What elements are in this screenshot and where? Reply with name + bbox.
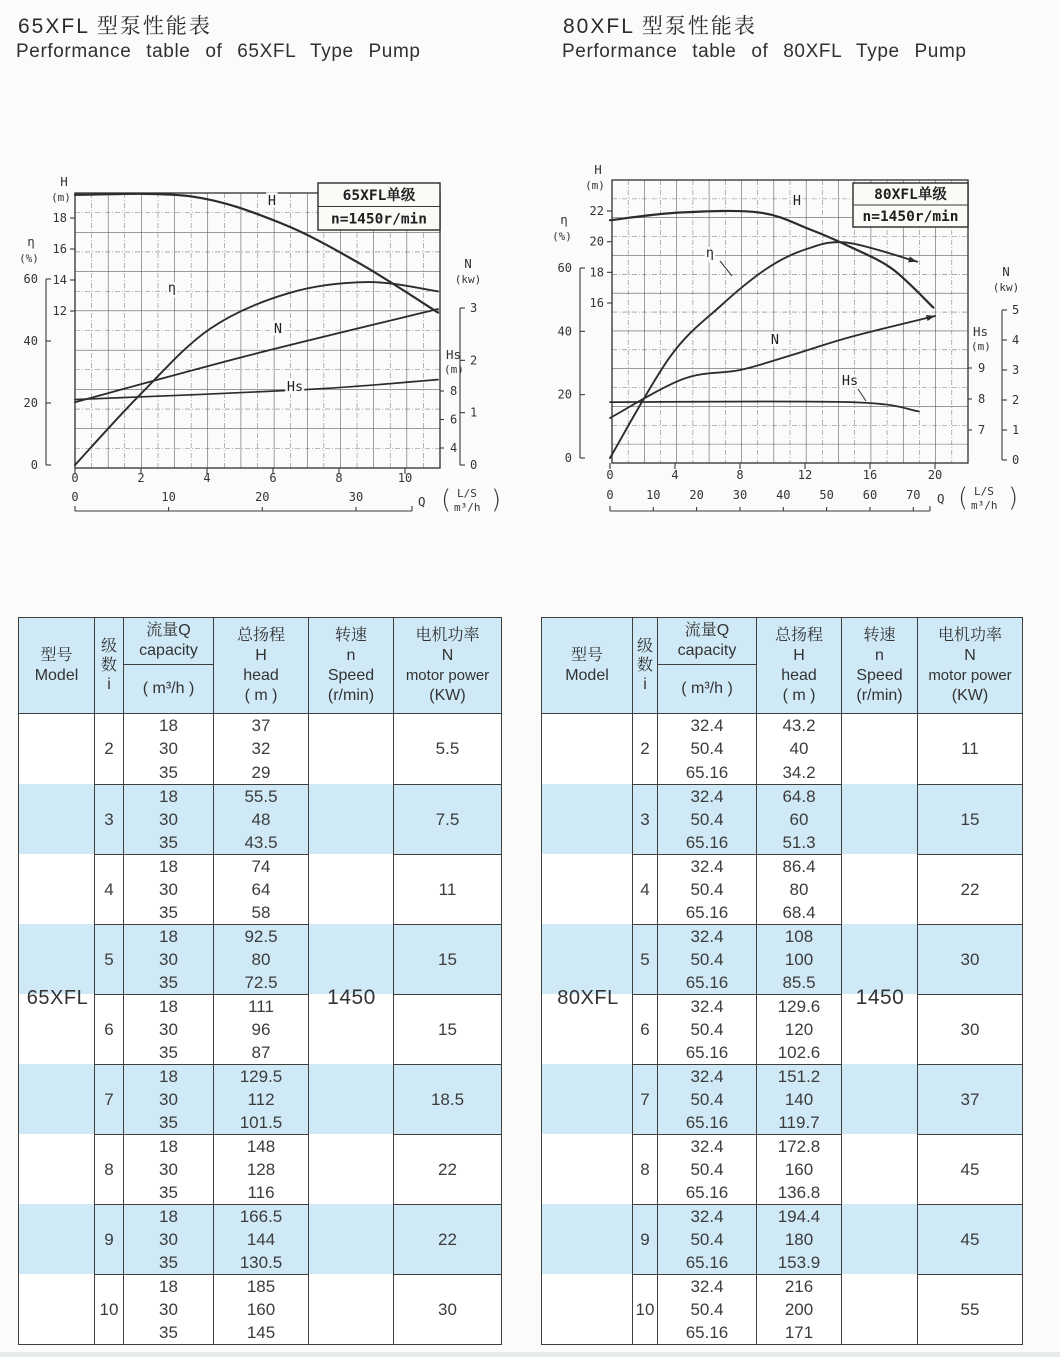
head-cell: 37 32 29: [213, 714, 308, 784]
table-header: [542, 618, 1022, 714]
section-title-en-80xfl: Performance table of 80XFL Type Pump: [562, 41, 967, 62]
model-span-cell: [542, 784, 632, 854]
header-power-en: motor power: [405, 666, 490, 684]
svg-text:Hs: Hs: [286, 379, 304, 395]
svg-text:30: 30: [348, 490, 364, 504]
speed-span-cell: [841, 1204, 917, 1274]
header-head-zh: 总扬程: [236, 626, 285, 644]
svg-text:N: N: [464, 256, 472, 271]
capacity-cell: 18 30 35: [123, 1274, 213, 1344]
model-cell: 80XFL: [557, 986, 619, 1009]
table-row-group: [542, 1064, 1022, 1134]
header-speed-en: Speed: [327, 666, 375, 684]
svg-text:3: 3: [1012, 363, 1020, 377]
svg-text:65XFL单级: 65XFL单级: [342, 187, 416, 204]
speed-span-cell: [308, 714, 393, 784]
svg-text:0: 0: [470, 458, 478, 472]
svg-text:10: 10: [646, 488, 661, 502]
performance-table-65xfl: [18, 617, 502, 1345]
header-capacity-zh: 流量Q: [684, 622, 730, 639]
svg-text:n=1450r/min: n=1450r/min: [330, 211, 428, 228]
chart-grid: [75, 193, 440, 468]
svg-text:η: η: [167, 280, 177, 296]
table-row-group: [542, 924, 1022, 994]
svg-text:1: 1: [1012, 423, 1020, 437]
speed-span-cell: [841, 994, 917, 1064]
stage-cell: 10: [632, 1274, 657, 1344]
model-span-cell: [542, 714, 632, 784]
head-cell: 216 200 171: [756, 1274, 841, 1344]
head-cell: 111 96 87: [213, 994, 308, 1064]
power-cell: 7.5: [393, 784, 501, 854]
speed-span-cell: [308, 784, 393, 854]
model-span-cell: [542, 994, 632, 1064]
speed-span-cell: [308, 1204, 393, 1274]
header-power-unit: (KW): [951, 686, 989, 704]
stage-cell: 2: [632, 714, 657, 784]
table-row-group: [542, 1274, 1022, 1344]
section-title-zh-80xfl: 80XFL 型泵性能表: [563, 15, 757, 38]
head-cell: 129.5 112 101.5: [213, 1064, 308, 1134]
head-cell: 43.2 40 34.2: [756, 714, 841, 784]
svg-text:L/S: L/S: [457, 487, 477, 500]
chart-root: [19, 174, 501, 515]
power-cell: 15: [393, 924, 501, 994]
svg-text:8: 8: [335, 471, 343, 485]
svg-text:0: 0: [30, 458, 38, 472]
svg-text:H: H: [60, 174, 68, 189]
svg-text:N: N: [273, 321, 283, 337]
svg-text:(%): (%): [552, 230, 572, 243]
svg-text:10: 10: [397, 471, 413, 485]
header-speed-en: Speed: [856, 666, 903, 684]
table-row-group: [542, 784, 1022, 854]
table-row-group: [19, 1134, 501, 1204]
svg-text:8: 8: [450, 384, 458, 398]
power-cell: 15: [917, 784, 1022, 854]
speed-span-cell: [308, 854, 393, 924]
svg-text:4: 4: [450, 441, 458, 455]
header-model-en: Model: [565, 666, 609, 684]
svg-text:n=1450r/min: n=1450r/min: [862, 209, 959, 225]
svg-text:18: 18: [52, 211, 67, 225]
model-span-cell: [19, 784, 94, 854]
svg-text:2: 2: [1012, 393, 1020, 407]
svg-text:40: 40: [776, 488, 791, 502]
stage-cell: 7: [632, 1064, 657, 1134]
header-stage-zh1: 级: [100, 638, 117, 655]
header-speed-sym: n: [875, 646, 884, 664]
svg-text:1: 1: [470, 405, 478, 420]
head-cell: 166.5 144 130.5: [213, 1204, 308, 1274]
capacity-cell: 18 30 35: [123, 994, 213, 1064]
capacity-cell: 32.4 50.4 65.16: [657, 1274, 756, 1344]
capacity-cell: 18 30 35: [123, 714, 213, 784]
model-span-cell: [542, 1064, 632, 1134]
svg-text:18: 18: [589, 265, 604, 280]
svg-text:60: 60: [557, 261, 572, 275]
svg-text:4: 4: [203, 471, 211, 485]
table-row-group: [19, 1204, 501, 1274]
svg-text:): ): [491, 485, 502, 515]
curve-eta: [75, 282, 438, 465]
header-model-zh: 型号: [570, 646, 603, 664]
table-row-group: [19, 714, 501, 784]
table-row-group: [542, 994, 1022, 1064]
svg-text:0: 0: [606, 488, 614, 502]
chart-root: [552, 162, 1019, 513]
stage-cell: 9: [94, 1204, 123, 1274]
header-power: [917, 618, 1022, 713]
svg-text:(kw): (kw): [454, 273, 482, 286]
speed-span-cell: [308, 1274, 393, 1344]
header-model: [542, 618, 632, 713]
header-head-en: head: [781, 666, 817, 684]
svg-text:20: 20: [689, 488, 704, 502]
performance-chart-80xfl: [530, 158, 1060, 536]
svg-text:12: 12: [797, 468, 813, 482]
svg-text:m³/h: m³/h: [454, 501, 481, 514]
svg-text:10: 10: [161, 490, 176, 504]
svg-text:8: 8: [978, 392, 986, 406]
svg-text:N: N: [770, 332, 780, 348]
speed-span-cell: [308, 924, 393, 994]
header-head-unit: ( m ): [782, 686, 816, 704]
head-cell: 151.2 140 119.7: [756, 1064, 841, 1134]
performance-chart-65xfl: [0, 158, 530, 536]
head-cell: 185 160 145: [213, 1274, 308, 1344]
head-cell: 64.8 60 51.3: [756, 784, 841, 854]
head-cell: 74 64 58: [213, 854, 308, 924]
svg-text:6: 6: [269, 471, 277, 485]
power-cell: 45: [917, 1134, 1022, 1204]
model-span-cell: [542, 1274, 632, 1344]
header-capacity-top: [658, 618, 756, 665]
table-row-group: [19, 784, 501, 854]
header-stage-zh1: 级: [636, 638, 653, 655]
svg-text:Hs: Hs: [973, 324, 989, 339]
page-edge: [0, 1352, 1060, 1357]
header-power-sym: N: [964, 646, 976, 664]
header-capacity-top: [124, 618, 213, 665]
header-power-unit: (KW): [429, 686, 466, 704]
header-stage-zh2: 数: [100, 657, 117, 674]
stage-cell: 6: [94, 994, 123, 1064]
svg-text:12: 12: [52, 304, 67, 318]
svg-text:4: 4: [1012, 333, 1020, 347]
capacity-cell: 32.4 50.4 65.16: [657, 994, 756, 1064]
curve-N: [75, 309, 438, 402]
stage-cell: 6: [632, 994, 657, 1064]
header-speed-zh: 转速: [863, 626, 896, 644]
header-capacity-unit: ( m³/h ): [681, 680, 733, 697]
header-capacity-unit: ( m³/h ): [142, 680, 195, 697]
stage-cell: 3: [632, 784, 657, 854]
stage-cell: 8: [632, 1134, 657, 1204]
stage-cell: 2: [94, 714, 123, 784]
capacity-cell: 32.4 50.4 65.16: [657, 714, 756, 784]
power-cell: 45: [917, 1204, 1022, 1274]
table-row-group: [19, 1274, 501, 1344]
header-model-en: Model: [34, 666, 79, 684]
svg-text:0: 0: [606, 468, 614, 482]
chart-title-box: [853, 183, 968, 227]
model-span-cell: [19, 994, 94, 1064]
header-head-en: head: [243, 666, 279, 684]
head-cell: 55.5 48 43.5: [213, 784, 308, 854]
header-power-zh: 电机功率: [415, 626, 480, 644]
capacity-cell: 32.4 50.4 65.16: [657, 854, 756, 924]
svg-text:7: 7: [978, 423, 986, 437]
stage-cell: 3: [94, 784, 123, 854]
header-stage: [94, 618, 123, 713]
power-cell: 30: [393, 1274, 501, 1344]
header-model-zh: 型号: [40, 646, 73, 664]
model-span-cell: [19, 854, 94, 924]
svg-text:8: 8: [736, 468, 744, 482]
svg-text:0: 0: [71, 471, 79, 485]
header-capacity-en: capacity: [677, 642, 737, 659]
header-capacity-en: capacity: [139, 642, 198, 659]
head-cell: 194.4 180 153.9: [756, 1204, 841, 1274]
svg-text:(kw): (kw): [992, 281, 1020, 294]
header-head-unit: ( m ): [244, 686, 278, 704]
svg-text:14: 14: [52, 273, 67, 287]
svg-text:N: N: [1002, 264, 1010, 279]
header-head-zh: 总扬程: [774, 626, 823, 644]
model-span-cell: [542, 1134, 632, 1204]
power-cell: 22: [393, 1134, 501, 1204]
svg-text:20: 20: [927, 468, 943, 482]
svg-text:Q: Q: [418, 494, 426, 509]
header-capacity: [123, 618, 213, 713]
header-power-sym: N: [441, 646, 454, 664]
table-header: [19, 618, 501, 714]
model-span-cell: [19, 1064, 94, 1134]
header-head-sym: H: [255, 646, 267, 664]
header-speed-unit: (r/min): [327, 686, 375, 704]
svg-text:(%): (%): [19, 252, 39, 265]
stage-cell: 9: [632, 1204, 657, 1274]
model-span-cell: [19, 924, 94, 994]
stage-cell: 4: [94, 854, 123, 924]
svg-text:(m): (m): [971, 340, 991, 353]
head-cell: 86.4 80 68.4: [756, 854, 841, 924]
section-title-zh-65xfl: 65XFL 型泵性能表: [18, 15, 212, 38]
svg-text:η: η: [560, 212, 568, 227]
power-cell: 15: [393, 994, 501, 1064]
capacity-cell: 18 30 35: [123, 784, 213, 854]
power-cell: 55: [917, 1274, 1022, 1344]
capacity-cell: 32.4 50.4 65.16: [657, 1204, 756, 1274]
svg-text:H: H: [267, 193, 277, 209]
head-cell: 148 128 116: [213, 1134, 308, 1204]
header-stage-i: i: [643, 676, 647, 693]
chart-title-box: [318, 183, 440, 230]
section-title-en-65xfl: Performance table of 65XFL Type Pump: [16, 41, 421, 62]
svg-text:2: 2: [137, 471, 145, 485]
speed-span-cell: [841, 854, 917, 924]
power-cell: 18.5: [393, 1064, 501, 1134]
header-power-zh: 电机功率: [937, 626, 1002, 644]
svg-text:(: (: [441, 485, 452, 515]
header-speed-unit: (r/min): [856, 686, 903, 704]
capacity-cell: 32.4 50.4 65.16: [657, 1134, 756, 1204]
table-row-group: [542, 1204, 1022, 1274]
svg-text:5: 5: [1012, 303, 1020, 317]
svg-text:Hs: Hs: [841, 373, 859, 389]
header-speed: [308, 618, 393, 713]
head-cell: 92.5 80 72.5: [213, 924, 308, 994]
capacity-cell: 18 30 35: [123, 854, 213, 924]
power-cell: 30: [917, 994, 1022, 1064]
table-row-group: [542, 714, 1022, 784]
svg-text:Hs: Hs: [446, 347, 462, 362]
speed-span-cell: [841, 1274, 917, 1344]
table-row-group: [19, 854, 501, 924]
speed-span-cell: [841, 784, 917, 854]
header-speed-zh: 转速: [334, 626, 367, 644]
svg-text:40: 40: [557, 324, 572, 339]
svg-text:(: (: [958, 483, 969, 513]
power-cell: 22: [917, 854, 1022, 924]
model-span-cell: [542, 854, 632, 924]
table-row-group: [19, 1064, 501, 1134]
capacity-cell: 18 30 35: [123, 1134, 213, 1204]
head-cell: 108 100 85.5: [756, 924, 841, 994]
speed-span-cell: [841, 1064, 917, 1134]
stage-cell: 4: [632, 854, 657, 924]
svg-text:m³/h: m³/h: [971, 499, 998, 512]
capacity-cell: 32.4 50.4 65.16: [657, 924, 756, 994]
svg-text:(m): (m): [444, 363, 464, 376]
svg-text:η: η: [705, 245, 715, 261]
speed-span-cell: [841, 1134, 917, 1204]
stage-cell: 10: [94, 1274, 123, 1344]
svg-text:30: 30: [732, 488, 748, 502]
capacity-cell: 18 30 35: [123, 1064, 213, 1134]
svg-text:70: 70: [906, 488, 921, 502]
header-head: [756, 618, 841, 713]
speed-span-cell: [308, 1064, 393, 1134]
model-cell: 65XFL: [26, 986, 89, 1009]
svg-text:4: 4: [671, 468, 679, 482]
svg-text:L/S: L/S: [974, 485, 994, 498]
svg-text:80XFL单级: 80XFL单级: [874, 187, 947, 203]
svg-text:20: 20: [255, 490, 270, 504]
svg-text:16: 16: [862, 468, 878, 482]
table-row-group: [542, 854, 1022, 924]
svg-text:2: 2: [470, 353, 478, 368]
speed-span-cell: [841, 714, 917, 784]
header-stage-zh2: 数: [636, 657, 653, 674]
stage-cell: 5: [632, 924, 657, 994]
header-stage: [632, 618, 657, 713]
header-speed-sym: n: [346, 646, 356, 664]
svg-text:60: 60: [23, 272, 38, 286]
head-cell: 172.8 160 136.8: [756, 1134, 841, 1204]
model-span-cell: [19, 714, 94, 784]
svg-text:20: 20: [557, 387, 572, 402]
svg-text:9: 9: [978, 361, 986, 375]
header-stage-i: i: [107, 676, 111, 693]
svg-text:H: H: [792, 193, 802, 209]
svg-text:3: 3: [470, 301, 478, 315]
svg-text:50: 50: [819, 488, 834, 502]
head-cell: 129.6 120 102.6: [756, 994, 841, 1064]
power-cell: 22: [393, 1204, 501, 1274]
svg-text:(m): (m): [585, 179, 605, 192]
speed-cell: 1450: [327, 986, 376, 1009]
performance-table-80xfl: [541, 617, 1023, 1345]
capacity-cell: 18 30 35: [123, 1204, 213, 1274]
svg-text:60: 60: [862, 488, 878, 502]
table-body: [542, 714, 1022, 1344]
header-speed: [841, 618, 917, 713]
model-span-cell: [19, 1274, 94, 1344]
header-head: [213, 618, 308, 713]
table-row-group: [542, 1134, 1022, 1204]
svg-text:20: 20: [23, 396, 38, 410]
svg-text:H: H: [594, 162, 602, 177]
header-head-sym: H: [793, 646, 805, 664]
speed-span-cell: [841, 924, 917, 994]
capacity-cell: 18 30 35: [123, 924, 213, 994]
svg-text:0: 0: [71, 490, 79, 504]
svg-text:6: 6: [450, 412, 458, 427]
header-capacity-zh: 流量Q: [146, 622, 191, 639]
svg-text:Q: Q: [937, 491, 945, 506]
table-body: [19, 714, 501, 1344]
speed-span-cell: [308, 1134, 393, 1204]
header-model: [19, 618, 94, 713]
svg-text:0: 0: [564, 451, 572, 465]
svg-text:(m): (m): [51, 191, 71, 204]
svg-text:16: 16: [52, 242, 67, 256]
header-power: [393, 618, 501, 713]
power-cell: 11: [393, 854, 501, 924]
model-span-cell: [19, 1134, 94, 1204]
svg-text:16: 16: [589, 296, 604, 310]
model-span-cell: [542, 924, 632, 994]
header-capacity: [657, 618, 756, 713]
stage-cell: 5: [94, 924, 123, 994]
svg-text:40: 40: [23, 334, 38, 348]
svg-text:0: 0: [1012, 453, 1020, 467]
model-span-cell: [19, 1204, 94, 1274]
stage-cell: 8: [94, 1134, 123, 1204]
speed-cell: 1450: [855, 986, 905, 1009]
capacity-cell: 32.4 50.4 65.16: [657, 1064, 756, 1134]
svg-text:): ): [1008, 483, 1019, 513]
svg-text:20: 20: [589, 234, 604, 249]
header-power-en: motor power: [928, 666, 1012, 684]
power-cell: 11: [917, 714, 1022, 784]
speed-span-cell: [308, 994, 393, 1064]
power-cell: 37: [917, 1064, 1022, 1134]
model-span-cell: [542, 1204, 632, 1274]
chart-curves: [75, 194, 438, 465]
table-row-group: [19, 994, 501, 1064]
power-cell: 5.5: [393, 714, 501, 784]
svg-text:22: 22: [589, 204, 604, 218]
table-row-group: [19, 924, 501, 994]
svg-text:η: η: [27, 234, 35, 249]
stage-cell: 7: [94, 1064, 123, 1134]
capacity-cell: 32.4 50.4 65.16: [657, 784, 756, 854]
power-cell: 30: [917, 924, 1022, 994]
